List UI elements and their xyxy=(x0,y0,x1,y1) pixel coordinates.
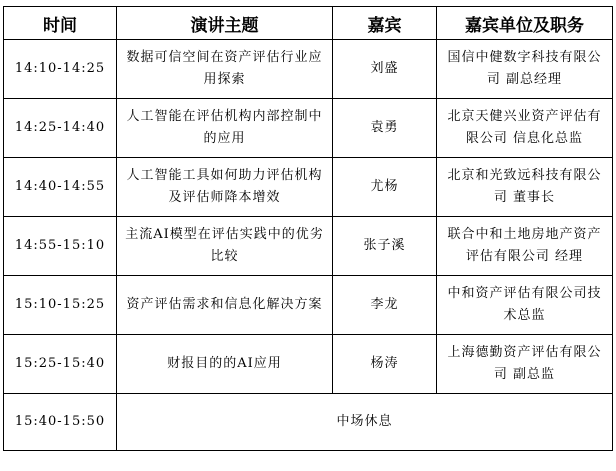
table-row xyxy=(4,158,613,217)
session-unit: 中和资产评估有限公司技术总监 xyxy=(437,276,613,335)
break-row xyxy=(4,394,613,451)
session-topic: 主流AI模型在评估实践中的优劣比较 xyxy=(117,217,333,276)
session-guest: 袁勇 xyxy=(333,99,437,158)
session-topic: 财报目的的AI应用 xyxy=(117,335,333,394)
header-row xyxy=(4,7,613,40)
session-topic: 数据可信空间在资产评估行业应用探索 xyxy=(117,40,333,99)
session-time: 14:25-14:40 xyxy=(4,99,117,158)
table-row xyxy=(4,40,613,99)
session-unit: 北京和光致远科技有限公司 董事长 xyxy=(437,158,613,217)
session-unit: 北京天健兴业资产评估有限公司 信息化总监 xyxy=(437,99,613,158)
session-topic: 资产评估需求和信息化解决方案 xyxy=(117,276,333,335)
session-guest: 张子溪 xyxy=(333,217,437,276)
session-guest: 尤杨 xyxy=(333,158,437,217)
break-time: 15:40-15:50 xyxy=(4,394,117,451)
session-time: 14:10-14:25 xyxy=(4,40,117,99)
break-label: 中场休息 xyxy=(117,394,613,451)
header-topic: 演讲主题 xyxy=(117,7,333,40)
session-topic: 人工智能工具如何助力评估机构及评估师降本增效 xyxy=(117,158,333,217)
session-unit: 国信中健数字科技有限公司 副总经理 xyxy=(437,40,613,99)
table-row xyxy=(4,217,613,276)
agenda-table xyxy=(3,6,613,451)
session-time: 14:55-15:10 xyxy=(4,217,117,276)
session-unit: 联合中和土地房地产资产评估有限公司 经理 xyxy=(437,217,613,276)
table-row xyxy=(4,99,613,158)
session-time: 15:25-15:40 xyxy=(4,335,117,394)
header-unit: 嘉宾单位及职务 xyxy=(437,7,613,40)
header-time: 时间 xyxy=(4,7,117,40)
header-guest: 嘉宾 xyxy=(333,7,437,40)
session-topic: 人工智能在评估机构内部控制中的应用 xyxy=(117,99,333,158)
session-guest: 杨涛 xyxy=(333,335,437,394)
session-guest: 刘盛 xyxy=(333,40,437,99)
session-time: 15:10-15:25 xyxy=(4,276,117,335)
session-guest: 李龙 xyxy=(333,276,437,335)
table-row xyxy=(4,335,613,394)
table-row xyxy=(4,276,613,335)
session-unit: 上海德勤资产评估有限公司 副总监 xyxy=(437,335,613,394)
session-time: 14:40-14:55 xyxy=(4,158,117,217)
